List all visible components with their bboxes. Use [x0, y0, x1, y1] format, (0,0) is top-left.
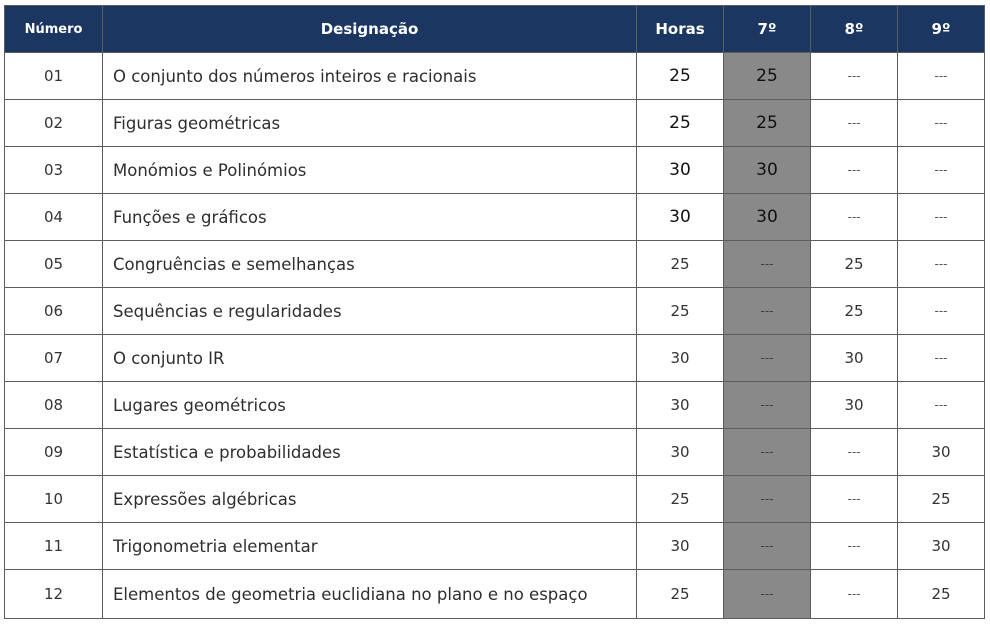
cell-horas: 30 [637, 382, 724, 429]
table-row [5, 429, 985, 476]
cell-numero: 09 [5, 429, 103, 476]
cell-grade-7: --- [724, 288, 811, 335]
cell-horas: 25 [637, 241, 724, 288]
table-row [5, 476, 985, 523]
cell-grade-7: --- [724, 335, 811, 382]
cell-designacao: Monómios e Polinómios [103, 147, 637, 194]
cell-grade-7: 30 [724, 147, 811, 194]
cell-grade-7: --- [724, 476, 811, 523]
table-row [5, 335, 985, 382]
table-row [5, 570, 985, 619]
cell-grade-9: --- [898, 382, 985, 429]
cell-grade-8: --- [811, 570, 898, 619]
cell-grade-8: --- [811, 194, 898, 241]
table-row [5, 147, 985, 194]
cell-horas: 25 [637, 100, 724, 147]
cell-numero: 02 [5, 100, 103, 147]
cell-horas: 30 [637, 523, 724, 570]
cell-designacao: Estatística e probabilidades [103, 429, 637, 476]
cell-numero: 03 [5, 147, 103, 194]
cell-grade-7: --- [724, 570, 811, 619]
cell-designacao: O conjunto IR [103, 335, 637, 382]
cell-grade-8: --- [811, 147, 898, 194]
table-row [5, 100, 985, 147]
cell-grade-9: --- [898, 53, 985, 100]
table-body [5, 53, 985, 619]
cell-designacao: Elementos de geometria euclidiana no plano e no espaço [103, 570, 637, 619]
table-row [5, 241, 985, 288]
cell-grade-8: --- [811, 476, 898, 523]
header-horas: Horas [637, 6, 724, 53]
cell-numero: 08 [5, 382, 103, 429]
cell-grade-7: --- [724, 429, 811, 476]
cell-grade-7: 30 [724, 194, 811, 241]
cell-numero: 06 [5, 288, 103, 335]
cell-grade-7: --- [724, 382, 811, 429]
cell-numero: 11 [5, 523, 103, 570]
cell-grade-9: --- [898, 100, 985, 147]
table-row [5, 194, 985, 241]
cell-designacao: Trigonometria elementar [103, 523, 637, 570]
cell-numero: 07 [5, 335, 103, 382]
cell-designacao: Sequências e regularidades [103, 288, 637, 335]
table-row [5, 523, 985, 570]
table-row [5, 288, 985, 335]
cell-horas: 30 [637, 147, 724, 194]
cell-designacao: Expressões algébricas [103, 476, 637, 523]
cell-grade-8: 30 [811, 335, 898, 382]
cell-horas: 25 [637, 53, 724, 100]
header-grade-8: 8º [811, 6, 898, 53]
cell-grade-8: 25 [811, 288, 898, 335]
cell-grade-9: --- [898, 194, 985, 241]
header-numero: Número [5, 6, 103, 53]
cell-grade-9: --- [898, 147, 985, 194]
cell-grade-7: 25 [724, 53, 811, 100]
cell-grade-9: --- [898, 288, 985, 335]
table-row [5, 382, 985, 429]
cell-grade-9: 30 [898, 429, 985, 476]
cell-grade-7: 25 [724, 100, 811, 147]
header-designacao: Designação [103, 6, 637, 53]
cell-numero: 01 [5, 53, 103, 100]
cell-horas: 30 [637, 194, 724, 241]
cell-grade-8: 30 [811, 382, 898, 429]
cell-designacao: Lugares geométricos [103, 382, 637, 429]
cell-numero: 12 [5, 570, 103, 619]
cell-horas: 25 [637, 570, 724, 619]
cell-grade-8: 25 [811, 241, 898, 288]
cell-grade-8: --- [811, 523, 898, 570]
cell-horas: 30 [637, 335, 724, 382]
cell-grade-9: 25 [898, 476, 985, 523]
cell-grade-9: 30 [898, 523, 985, 570]
cell-grade-8: --- [811, 429, 898, 476]
cell-grade-9: --- [898, 241, 985, 288]
cell-designacao: Funções e gráficos [103, 194, 637, 241]
cell-numero: 05 [5, 241, 103, 288]
cell-numero: 10 [5, 476, 103, 523]
header-grade-7: 7º [724, 6, 811, 53]
cell-designacao: Congruências e semelhanças [103, 241, 637, 288]
cell-grade-8: --- [811, 100, 898, 147]
header-grade-9: 9º [898, 6, 985, 53]
cell-grade-9: --- [898, 335, 985, 382]
cell-horas: 30 [637, 429, 724, 476]
table-header [5, 6, 985, 53]
cell-designacao: O conjunto dos números inteiros e racionais [103, 53, 637, 100]
cell-grade-7: --- [724, 241, 811, 288]
cell-horas: 25 [637, 288, 724, 335]
header-row [5, 6, 985, 53]
modules-table [4, 5, 985, 619]
cell-numero: 04 [5, 194, 103, 241]
cell-designacao: Figuras geométricas [103, 100, 637, 147]
cell-grade-7: --- [724, 523, 811, 570]
cell-horas: 25 [637, 476, 724, 523]
table-row [5, 53, 985, 100]
cell-grade-9: 25 [898, 570, 985, 619]
cell-grade-8: --- [811, 53, 898, 100]
